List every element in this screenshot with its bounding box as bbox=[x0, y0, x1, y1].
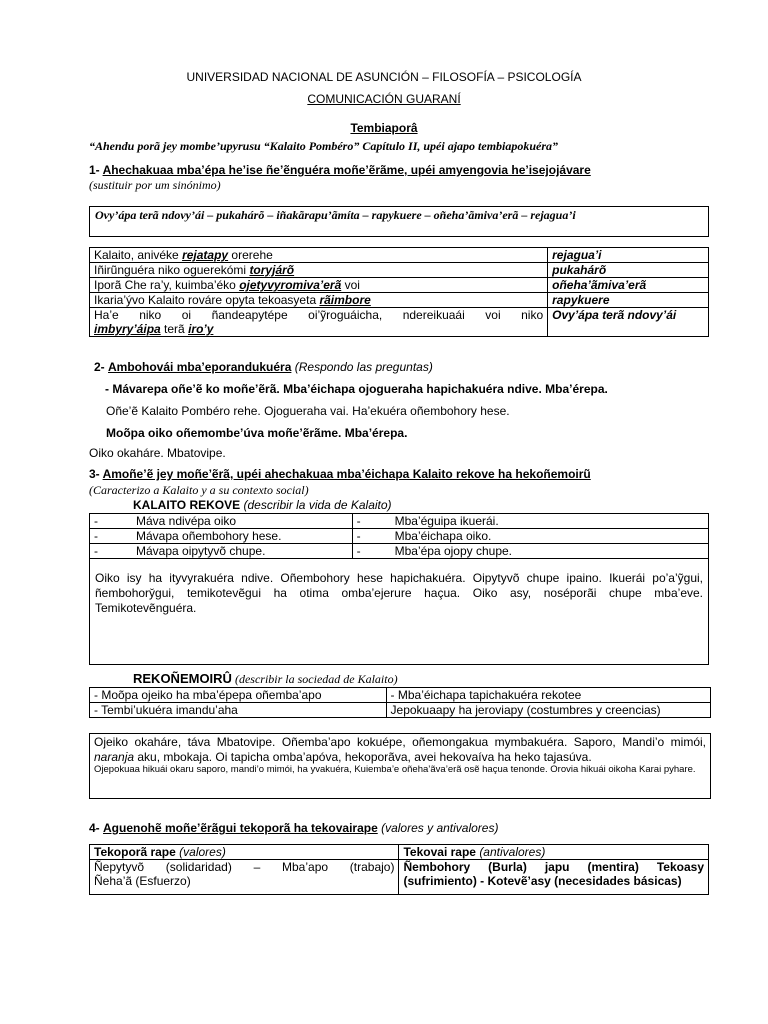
table-cell: Iñirũnguéra niko oguerekómi toryjárõ bbox=[90, 263, 548, 278]
table-cell-synonym: rejagua’i bbox=[548, 248, 709, 263]
section-3-note: (Caracterizo a Kalaito y a su contexto social) bbox=[89, 483, 309, 497]
section-3-heading bbox=[89, 467, 716, 481]
table-cell: Kalaito, anivéke rejatapy orerehe bbox=[90, 248, 548, 263]
table-cell: - Mba’éichapa tapichakuéra rekotee bbox=[386, 688, 710, 703]
section-1-heading-text: Ahechakuaa mba’épa he’ise ñe’ẽnguéra moñe’ẽrãme, upéi amyengovia he’isejojávare bbox=[102, 163, 591, 177]
table-row bbox=[90, 293, 709, 308]
table-cell: Ikaria’ývo Kalaito rováre opyta tekoasyeta rãimbore bbox=[90, 293, 548, 308]
table-cell: - Mba’éguipa ikuerái. bbox=[352, 514, 708, 529]
table-cell: Iporã Che ra’y, kuimba’éko ojetyvyromiva’erã voi bbox=[90, 278, 548, 293]
table-cell-synonym: pukahárõ bbox=[548, 263, 709, 278]
section-4-heading-text: Aguenohẽ moñe’ẽrãgui tekoporã ha tekovairape bbox=[103, 821, 378, 835]
table-cell: - Mávapa oñembohory hese. bbox=[90, 529, 353, 544]
section-3-number: 3- bbox=[89, 467, 100, 481]
section-4-note: (valores y antivalores) bbox=[381, 821, 499, 835]
table-cell: - Mba’épa ojopy chupe. bbox=[352, 544, 708, 559]
section-1-heading bbox=[89, 163, 716, 177]
section-4-heading bbox=[89, 821, 498, 835]
table-cell: - Mba’éichapa oiko. bbox=[352, 529, 708, 544]
table-cell: Jepokuaapy ha jeroviapy (costumbres y creencias) bbox=[386, 703, 710, 718]
table-row bbox=[90, 860, 709, 895]
section-3-heading-text: Amoñe’ẽ jey moñe’ẽrã, upéi ahechakuaa mba’éichapa Kalaito rekove ha hekoñemoirũ bbox=[102, 467, 591, 481]
table-row bbox=[90, 514, 709, 529]
rekove-note: (describir la vida de Kalaito) bbox=[243, 498, 392, 512]
rekove-description: Oiko isy ha ityvyrakuéra ndive. Oñembohory hese hapichakuéra. Oipytyvõ chupe ipaino. Ikuerái po’a’ỹgui, ñembohory̆gui, temikotevẽgui ha otima omba’ejerure haçua. Oiko asy, noséporãi chupe mba’eve. Temikotevẽnguéra. bbox=[95, 571, 703, 615]
table-row bbox=[90, 703, 711, 718]
header-course: COMUNICACIÓN GUARANÍ bbox=[307, 92, 461, 106]
target-word: rejatapy bbox=[182, 248, 229, 262]
table-row bbox=[90, 845, 709, 860]
target-word: iro’y bbox=[188, 322, 214, 336]
table-row bbox=[90, 688, 711, 703]
section-1-note: (sustituir por um sinónimo) bbox=[89, 178, 221, 192]
table-row bbox=[90, 278, 709, 293]
rekove-title: KALAITO REKOVE bbox=[133, 498, 241, 512]
table-cell: - Moõpa ojeiko ha mba’épepa oñemba’apo bbox=[90, 688, 387, 703]
sociedad-title: REKOÑEMOIRÛ bbox=[133, 671, 232, 686]
table-cell-synonym: Ovy’ápa terã ndovy’ái bbox=[548, 308, 709, 337]
table-cell: - Tembi’ukuéra imandu’aha bbox=[90, 703, 387, 718]
section-2-note: (Respondo las preguntas) bbox=[294, 360, 433, 374]
table-cell: Ñepytyvõ (solidaridad) – Mba’apo (trabajo) Ñeha’ã (Esfuerzo) bbox=[90, 860, 399, 895]
synonyms-list: Ovy’ápa terã ndovy’ái – pukahárõ – iñakãrapu’ãmíta – rapykuere – oñeha’ãmiva’erã – rejagua’i bbox=[95, 208, 576, 222]
answer-2: Oiko okaháre. Mbatovipe. bbox=[89, 446, 226, 460]
table-cell: Ñembohory (Burla) japu (mentira) Tekoasy (sufrimiento) - Kotevẽ’asy (necesidades básicas) bbox=[399, 860, 709, 895]
table-row bbox=[90, 529, 709, 544]
table-row bbox=[90, 308, 709, 337]
table-cell: - Mávapa oipytyvõ chupe. bbox=[90, 544, 353, 559]
page-title: Tembiaporâ bbox=[350, 121, 418, 135]
table-header-cell: Tekoporã rape (valores) bbox=[90, 845, 399, 860]
sociedad-heading bbox=[133, 671, 398, 687]
question-1: - Mávarepa oñe’ẽ ko moñe’ẽrã. Mba’éichapa ojogueraha hapichakuéra ndive. Mba’érepa. bbox=[105, 382, 608, 396]
section-4-number: 4- bbox=[89, 821, 100, 835]
section-2-heading bbox=[94, 360, 433, 374]
sociedad-description-box bbox=[89, 733, 711, 799]
answer-1: Oñe’ẽ Kalaito Pombéro rehe. Ojogueraha vai. Ha’ekuéra oñembohory hese. bbox=[106, 404, 510, 418]
rekove-table bbox=[89, 513, 709, 559]
sociedad-table bbox=[89, 687, 711, 718]
values-table bbox=[89, 844, 709, 895]
sociedad-note: (describir la sociedad de Kalaito) bbox=[234, 672, 398, 686]
target-word: rãimbore bbox=[319, 293, 371, 307]
table-cell: Ha’e niko oi ñandeapytépe oi’ỹroguáicha, ndereikuaái voi niko imbyry’áipa terã iro’y bbox=[90, 308, 548, 337]
section-2-number: 2- bbox=[94, 360, 105, 374]
section-1-number: 1- bbox=[89, 163, 100, 177]
table-row bbox=[90, 263, 709, 278]
table-cell-synonym: rapykuere bbox=[548, 293, 709, 308]
rekove-heading bbox=[133, 498, 392, 512]
target-word: ojetyvyromiva’erã bbox=[239, 278, 342, 292]
sociedad-description: Ojeiko okaháre, táva Mbatovipe. Oñemba’apo kokuépe, oñemongakua mymbakuéra. Saporo, Mandi’o mimói, naranja aku, mbokaja. Oi tapicha omba’apóva, hekoporãva, avei hekovaíva ha heko tajasúva. bbox=[94, 735, 706, 764]
table-cell: - Máva ndivépa oiko bbox=[90, 514, 353, 529]
rekove-description-box bbox=[89, 558, 709, 665]
table-row bbox=[90, 248, 709, 263]
synonyms-box bbox=[89, 206, 709, 237]
synonyms-table bbox=[89, 247, 709, 337]
target-word: toryjárõ bbox=[249, 263, 295, 277]
sociedad-customs: Ojepokuaa hikuái okaru saporo, mandi’o mimói, ha yvakuéra, Kuiemba’e oñeha’ãva’erã osẽ haçua tenonde. Orovia hikuái oikoha Karai pyhare. bbox=[94, 764, 696, 775]
section-2-heading-text: Ambohovái mba’eporandukuéra bbox=[108, 360, 292, 374]
question-2: Moõpa oiko oñemombe’úva moñe’ẽrãme. Mba’érepa. bbox=[106, 426, 408, 440]
page-subtitle: “Ahendu porã jey mombe’upyrusu “Kalaito Pombéro” Capítulo II, upéi ajapo tembiapokuéra” bbox=[89, 139, 559, 153]
table-header-cell: Tekovai rape (antivalores) bbox=[399, 845, 709, 860]
table-cell-synonym: oñeha’ãmiva’erã bbox=[548, 278, 709, 293]
table-row bbox=[90, 544, 709, 559]
header-university: UNIVERSIDAD NACIONAL DE ASUNCIÓN – FILOSOFÍA – PSICOLOGÍA bbox=[186, 70, 582, 84]
target-word: imbyry’áipa bbox=[94, 322, 161, 336]
